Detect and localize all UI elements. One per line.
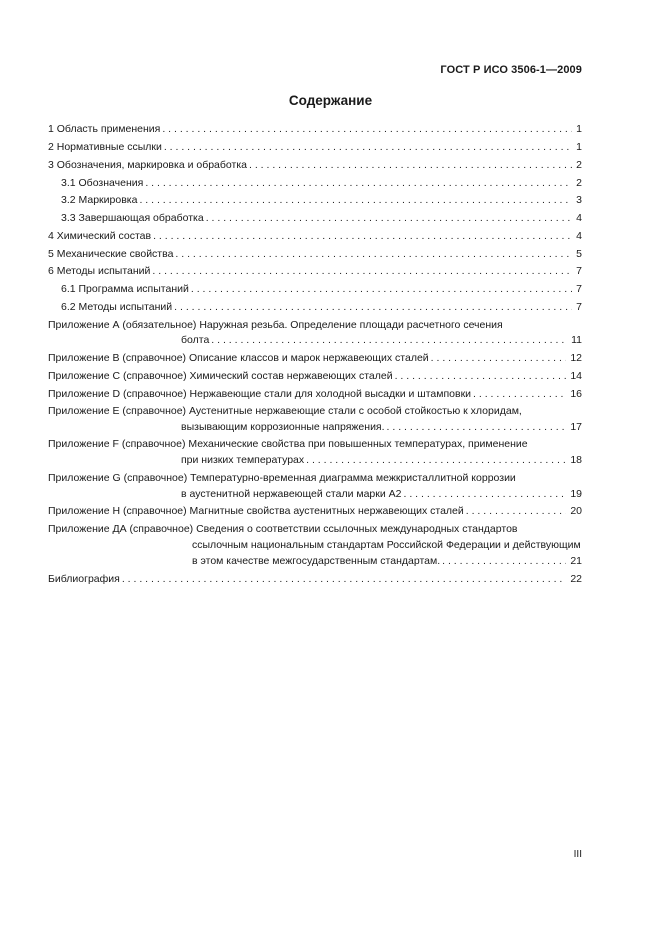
toc-leader: [442, 554, 566, 568]
toc-entry-title: 1 Область применения: [48, 123, 161, 135]
toc-entry-title: Приложение С (справочное) Химический состав нержавеющих сталей: [48, 370, 393, 382]
toc-entry-page: 2: [576, 159, 582, 171]
toc-leader: [211, 333, 567, 347]
toc-leader: [191, 282, 572, 296]
toc-entry-page: 14: [570, 370, 582, 382]
toc-entry-title: в этом качестве межгосударственным стандартам.: [192, 555, 441, 567]
page-title: Содержание: [288, 93, 373, 108]
toc-entry[interactable]: [48, 229, 582, 243]
toc-entry-page: 5: [576, 248, 582, 260]
toc-entry[interactable]: [48, 140, 582, 154]
toc-entry-title-line[interactable]: Приложение А (обязательное) Наружная резьба. Определение площади расчетного сечения: [48, 319, 503, 331]
toc-entry-title: при низких температурах: [181, 454, 305, 466]
toc-entry-page: 11: [571, 334, 582, 346]
toc-entry[interactable]: [48, 247, 582, 261]
toc-leader: [174, 300, 572, 314]
toc-entry-title: 3.3 Завершающая обработка: [61, 212, 204, 224]
toc-entry[interactable]: [61, 211, 582, 225]
toc-entry-title: 3.2 Маркировка: [61, 194, 138, 206]
toc-leader: [387, 420, 567, 434]
toc-entry-title: 4 Химический состав: [48, 230, 152, 242]
toc-leader: [162, 122, 572, 136]
toc-entry[interactable]: [192, 554, 582, 568]
toc-entry-title-line[interactable]: Приложение ДА (справочное) Сведения о соответствии ссылочных международных стандартов: [48, 523, 518, 535]
toc-entry-title-line[interactable]: Приложение Е (справочное) Аустенитные нержавеющие стали с особой стойкостью к хлоридам,: [48, 405, 522, 417]
toc-entry-title-line[interactable]: ссылочным национальным стандартам Российской Федерации и действующим: [192, 539, 581, 551]
document-code: ГОСТ Р ИСО 3506-1—2009: [440, 64, 582, 76]
toc-leader: [145, 176, 572, 190]
toc-leader: [466, 504, 567, 518]
toc-entry-page: 21: [570, 555, 582, 567]
toc-entry[interactable]: [61, 300, 582, 314]
toc-leader: [206, 211, 572, 225]
toc-entry-page: 1: [576, 123, 582, 135]
toc-entry[interactable]: [181, 487, 582, 501]
toc-entry-title: 3 Обозначения, маркировка и обработка: [48, 159, 247, 171]
toc-entry-page: 16: [570, 388, 582, 400]
toc-entry[interactable]: [181, 453, 582, 467]
toc-entry-title: Приложение В (справочное) Описание классов и марок нержавеющих сталей: [48, 352, 429, 364]
toc-leader: [395, 369, 567, 383]
toc-entry-page: 17: [570, 421, 582, 433]
toc-entry-page: 4: [576, 212, 582, 224]
toc-entry-page: 20: [570, 505, 582, 517]
toc-leader: [139, 193, 572, 207]
toc-entry[interactable]: [48, 369, 582, 383]
toc-leader: [175, 247, 572, 261]
toc-entry-title: 3.1 Обозначения: [61, 177, 144, 189]
toc-leader: [473, 387, 566, 401]
toc-entry-title: 6.2 Методы испытаний: [61, 301, 173, 313]
toc-entry-page: 18: [570, 454, 582, 466]
toc-entry-title: Библиография: [48, 573, 120, 585]
toc-entry[interactable]: [48, 351, 582, 365]
toc-entry[interactable]: [48, 387, 582, 401]
toc-leader: [153, 229, 572, 243]
toc-entry-title: в аустенитной нержавеющей стали марки А2: [181, 488, 402, 500]
toc-entry-title-line[interactable]: Приложение G (справочное) Температурно-временная диаграмма межкристаллитной коррозии: [48, 472, 516, 484]
toc-entry[interactable]: [61, 282, 582, 296]
toc-entry-page: 3: [576, 194, 582, 206]
toc-entry-title: вызывающим коррозионные напряжения.: [181, 421, 385, 433]
toc-entry-page: 7: [576, 265, 582, 277]
toc-leader: [164, 140, 572, 154]
toc-entry-page: 12: [570, 352, 582, 364]
toc-entry[interactable]: [181, 420, 582, 434]
toc-entry-title: болта: [181, 334, 210, 346]
toc-leader: [152, 264, 572, 278]
toc-entry-title: 6 Методы испытаний: [48, 265, 151, 277]
toc-entry-title: 5 Механические свойства: [48, 248, 174, 260]
toc-entry-page: 19: [570, 488, 582, 500]
toc-entry[interactable]: [48, 504, 582, 518]
toc-entry-title-line[interactable]: Приложение F (справочное) Механические свойства при повышенных температурах, применение: [48, 438, 528, 450]
toc-entry-title: Приложение D (справочное) Нержавеющие стали для холодной высадки и штамповки: [48, 388, 472, 400]
toc-entry-title: 6.1 Программа испытаний: [61, 283, 189, 295]
toc-leader: [306, 453, 566, 467]
toc-entry-page: 22: [570, 573, 582, 585]
toc-leader: [249, 158, 572, 172]
toc-entry[interactable]: [48, 158, 582, 172]
toc-entry[interactable]: [48, 122, 582, 136]
toc-leader: [122, 572, 566, 586]
toc-entry-title: 2 Нормативные ссылки: [48, 141, 162, 153]
toc-entry[interactable]: [61, 193, 582, 207]
toc-entry-page: 2: [576, 177, 582, 189]
toc-entry-page: 7: [576, 283, 582, 295]
toc-leader: [404, 487, 567, 501]
toc-entry[interactable]: [181, 333, 582, 347]
toc-entry[interactable]: [61, 176, 582, 190]
toc-entry[interactable]: [48, 572, 582, 586]
toc-entry[interactable]: [48, 264, 582, 278]
toc-leader: [431, 351, 567, 365]
toc-entry-page: 1: [576, 141, 582, 153]
toc-entry-title: Приложение Н (справочное) Магнитные свойства аустенитных нержавеющих сталей: [48, 505, 464, 517]
toc-entry-page: 4: [576, 230, 582, 242]
toc-entry-page: 7: [576, 301, 582, 313]
page-number: III: [573, 849, 582, 860]
